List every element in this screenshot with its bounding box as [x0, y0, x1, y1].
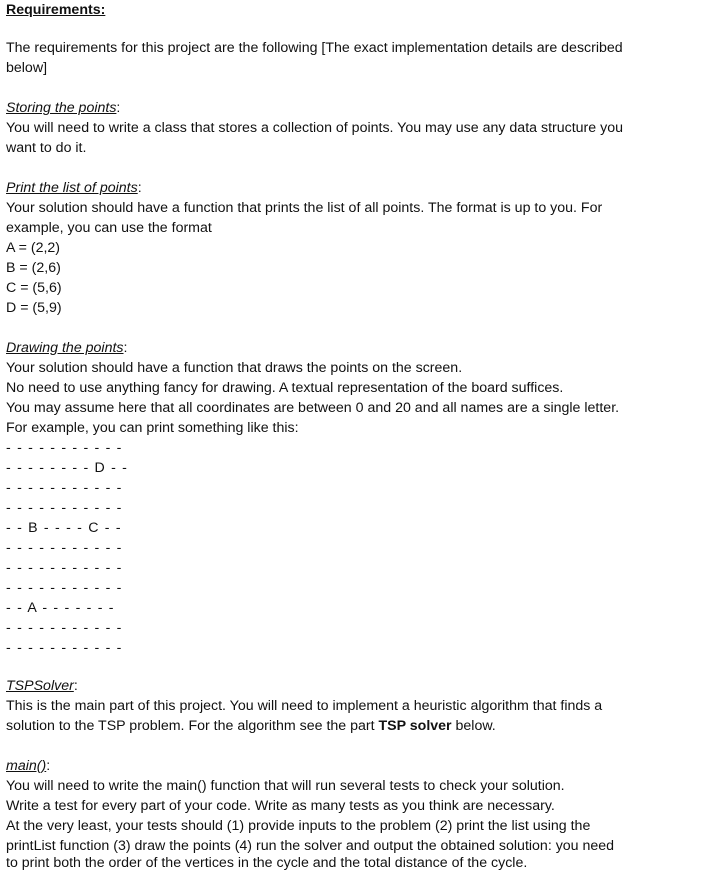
point-c: C = (5,6)	[6, 280, 62, 296]
section-main-line-2: Write a test for every part of your code. Write as many tests as you think are necessary.	[6, 798, 555, 814]
section-main-heading	[6, 756, 50, 776]
section-print-line-2: example, you can use the format	[6, 220, 212, 236]
point-b: B = (2,6)	[6, 260, 61, 276]
board-row: - - A - - - - - - -	[6, 600, 115, 616]
page-title: Requirements:	[6, 2, 106, 18]
point-d: D = (5,9)	[6, 300, 62, 316]
section-tsp-bold-ref: TSP solver	[378, 718, 452, 734]
section-tsp-heading	[6, 676, 78, 696]
board-row: - - - - - - - - - - -	[6, 640, 123, 656]
section-main-line-1: You will need to write the main() function that will run several tests to check your solution.	[6, 778, 565, 794]
intro-line-2: below]	[6, 60, 48, 76]
section-main-label: main()	[6, 758, 47, 774]
section-print-suffix: :	[137, 180, 142, 196]
board-row: - - - - - - - - - - -	[6, 560, 123, 576]
section-tsp-line-2	[6, 716, 496, 736]
intro-line-1: The requirements for this project are the following [The exact implementation details are described	[6, 40, 623, 56]
section-drawing-label: Drawing the points	[6, 340, 124, 356]
section-storing-label: Storing the points	[6, 100, 117, 116]
section-tsp-suffix: :	[73, 678, 78, 694]
section-storing-line-1: You will need to write a class that stores a collection of points. You may use any data structure you	[6, 120, 623, 136]
section-drawing-heading	[6, 338, 127, 358]
section-main-line-5: to print both the order of the vertices in the cycle and the total distance of the cycle.	[6, 855, 528, 871]
section-tsp-line-2-post: below.	[451, 718, 496, 734]
section-main-suffix: :	[46, 758, 51, 774]
board-row: - - - - - - - - - - -	[6, 480, 123, 496]
section-main-line-3: At the very least, your tests should (1) provide inputs to the problem (2) print the list using the	[6, 818, 591, 834]
section-main-line-4: printList function (3) draw the points (4) run the solver and output the obtained solution: you need	[6, 838, 615, 854]
section-tsp-line-1: This is the main part of this project. You will need to implement a heuristic algorithm that finds a	[6, 698, 603, 714]
section-print-heading	[6, 178, 142, 198]
section-tsp-line-2-pre: solution to the TSP problem. For the algorithm see the part	[6, 718, 379, 734]
board-row: - - - - - - - - - - -	[6, 620, 123, 636]
section-print-label: Print the list of points	[6, 180, 138, 196]
board-row: - - - - - - - - - - -	[6, 580, 123, 596]
section-drawing-line-4: For example, you can print something like this:	[6, 420, 299, 436]
section-storing-heading	[6, 98, 120, 118]
board-row: - - - - - - - - - - -	[6, 440, 123, 456]
board-row: - - - - - - - - D - -	[6, 460, 129, 476]
section-drawing-line-3: You may assume here that all coordinates are between 0 and 20 and all names are a single letter.	[6, 400, 620, 416]
point-a: A = (2,2)	[6, 240, 61, 256]
section-storing-line-2: want to do it.	[6, 140, 87, 156]
section-storing-suffix: :	[116, 100, 121, 116]
section-print-line-1: Your solution should have a function that prints the list of all points. The format is up to you. For	[6, 200, 603, 216]
section-tsp-label: TSPSolver	[6, 678, 74, 694]
board-row: - - B - - - - C - -	[6, 520, 122, 536]
section-drawing-line-2: No need to use anything fancy for drawing. A textual representation of the board suffices.	[6, 380, 564, 396]
section-drawing-suffix: :	[123, 340, 128, 356]
board-row: - - - - - - - - - - -	[6, 500, 123, 516]
board-row: - - - - - - - - - - -	[6, 540, 123, 556]
section-drawing-line-1: Your solution should have a function that draws the points on the screen.	[6, 360, 463, 376]
